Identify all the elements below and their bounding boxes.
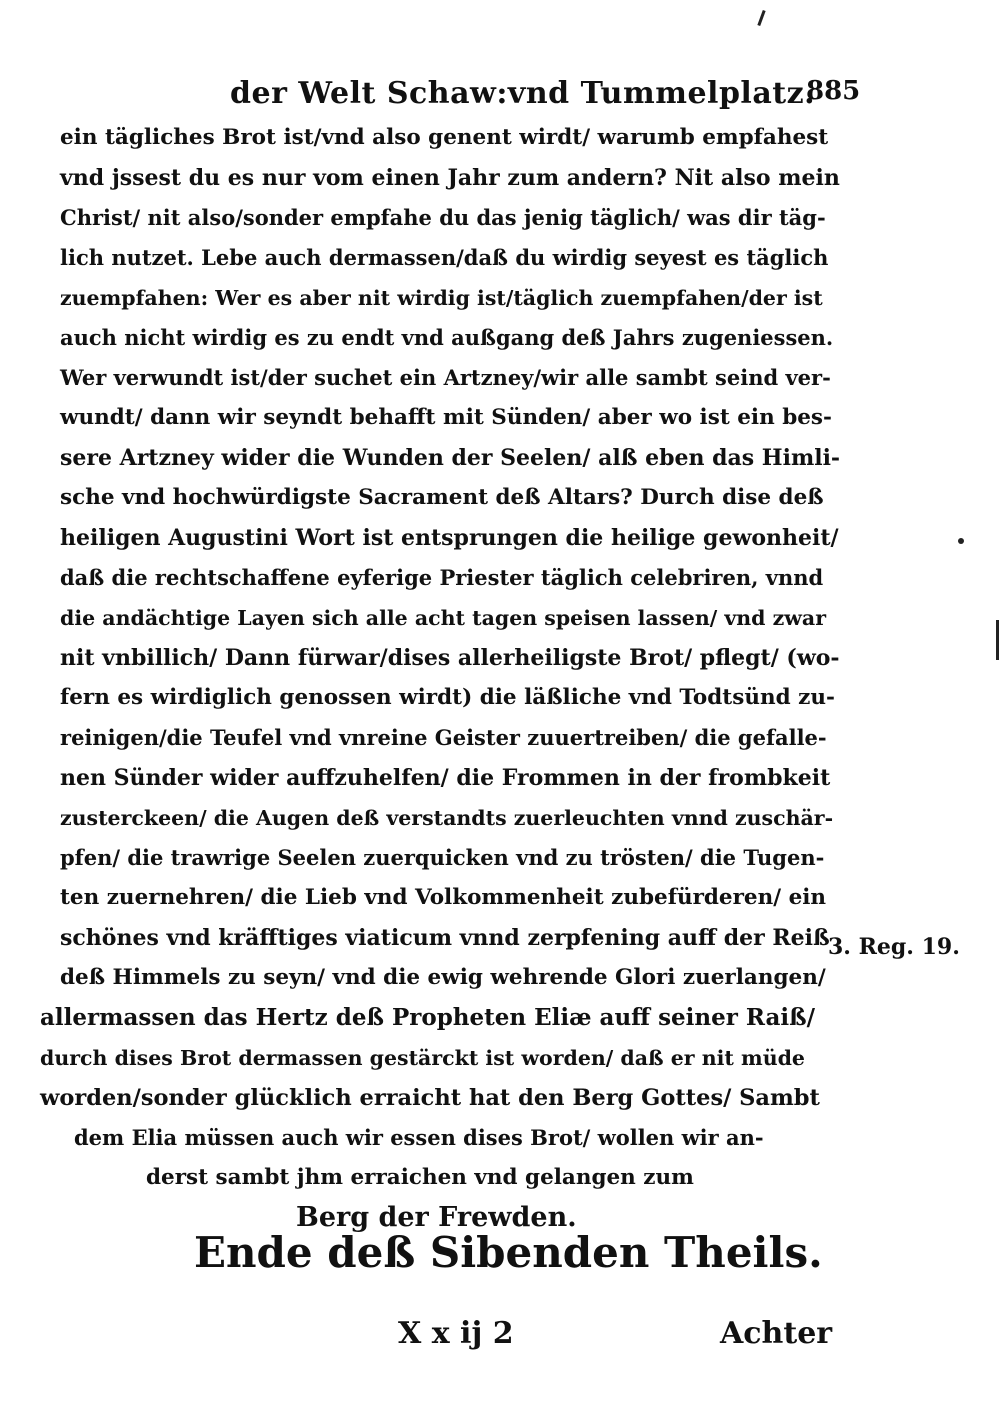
text-line: sche vnd hochwürdigste Sacrament deß Altars? Durch dise deß (60, 485, 824, 510)
text-line: pfen/ die trawrige Seelen zuerquicken vnd zu trösten/ die Tugen- (60, 845, 825, 870)
page-number: 885 (806, 76, 861, 106)
text-line: allermassen das Hertz deß Propheten Eliæ auff seiner Raiß/ (40, 1004, 816, 1031)
text-line: auch nicht wirdig es zu endt vnd außgang deß Jahrs zugeniessen. (60, 325, 834, 350)
text-line: ein tägliches Brot ist/vnd also genent wirdt/ warumb empfahest (60, 125, 829, 150)
text-line: nen Sünder wider auffzuhelfen/ die Frommen in der frombkeit (60, 765, 831, 791)
text-line: nit vnbillich/ Dann fürwar/dises allerheiligste Brot/ pflegt/ (wo- (60, 645, 840, 671)
text-line: reinigen/die Teufel vnd vnreine Geister zuuertreiben/ die gefalle- (60, 725, 827, 750)
text-line: ten zuernehren/ die Lieb vnd Volkommenheit zubefürderen/ ein (60, 885, 827, 910)
text-line: zusterckeen/ die Augen deß verstandts zuerleuchten vnnd zuschär- (60, 806, 834, 830)
text-line: Christ/ nit also/sonder empfahe du das jenig täglich/ was dir täg- (60, 205, 826, 230)
text-line: lich nutzet. Lebe auch dermassen/daß du wirdig seyest es täglich (60, 245, 829, 270)
text-line: vnd jssest du es nur vom einen Jahr zum andern? Nit also mein (60, 165, 840, 191)
ink-speck (757, 10, 765, 26)
text-line: zuempfahen: Wer es aber nit wirdig ist/täglich zuempfahen/der ist (60, 286, 823, 310)
running-head: der Welt Schaw:vnd Tummelplatz. (230, 76, 816, 111)
text-line: dem Elia müssen auch wir essen dises Brot/ wollen wir an- (74, 1125, 764, 1150)
section-end-heading: Ende deß Sibenden Theils. (194, 1228, 823, 1277)
text-line: derst sambt jhm erraichen vnd gelangen zum (146, 1165, 694, 1190)
text-line: worden/sonder glücklich erraicht hat den Berg Gottes/ Sambt (40, 1085, 820, 1111)
text-line: sere Artzney wider die Wunden der Seelen/ alß eben das Himli- (60, 445, 841, 471)
text-line: wundt/ dann wir seyndt behafft mit Sünden/ aber wo ist ein bes- (60, 405, 832, 430)
ink-speck (958, 538, 964, 544)
signature-mark: X x ij 2 (398, 1316, 514, 1351)
text-line: die andächtige Layen sich alle acht tagen speisen lassen/ vnd zwar (60, 606, 827, 630)
page-edge-mark (996, 620, 999, 660)
text-line: daß die rechtschaffene eyferige Priester täglich celebriren, vnnd (60, 565, 824, 590)
text-line: Wer verwundt ist/der suchet ein Artzney/wir alle sambt seind ver- (60, 365, 831, 390)
margin-note: 3. Reg. 19. (828, 934, 960, 960)
catchword: Achter (720, 1316, 833, 1351)
text-line: schönes vnd kräfftiges viaticum vnnd zerpfening auff der Reiß (60, 925, 830, 951)
text-line: Berg der Frewden. (296, 1202, 577, 1233)
text-line: heiligen Augustini Wort ist entsprungen die heilige gewonheit/ (60, 525, 839, 551)
text-line: fern es wirdiglich genossen wirdt) die läßliche vnd Todtsünd zu- (60, 685, 835, 710)
text-line: deß Himmels zu seyn/ vnd die ewig wehrende Glori zuerlangen/ (60, 965, 826, 990)
text-line: durch dises Brot dermassen gestärckt ist worden/ daß er nit müde (40, 1046, 805, 1070)
